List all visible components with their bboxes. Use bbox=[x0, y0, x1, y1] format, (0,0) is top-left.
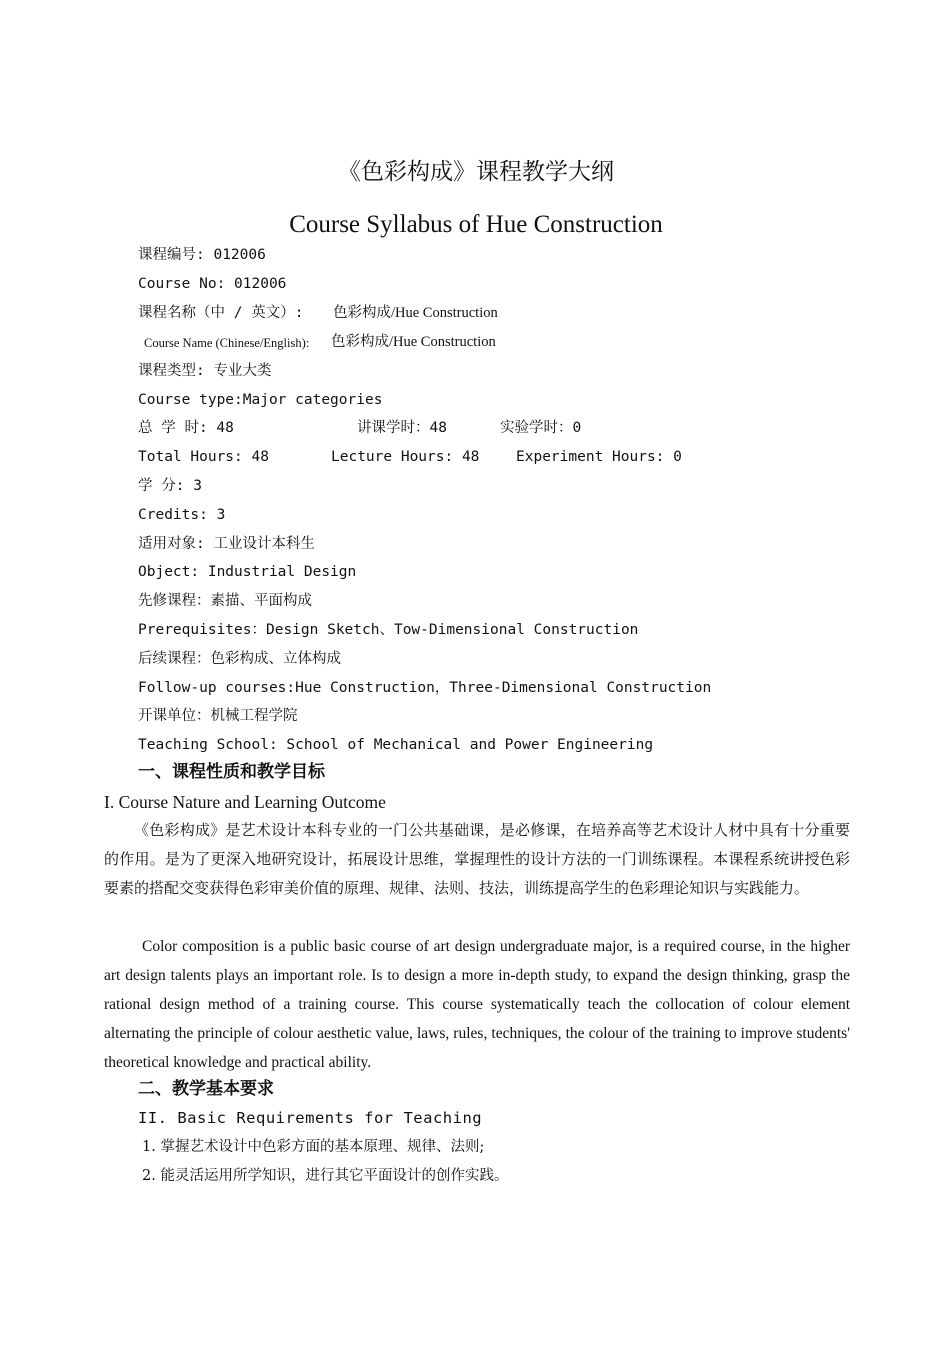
prerequisites-cn: 先修课程：素描、平面构成 bbox=[138, 593, 312, 609]
followup-cn: 后续课程：色彩构成、立体构成 bbox=[138, 651, 341, 667]
course-name-en-value: 色彩构成/Hue Construction bbox=[331, 334, 496, 350]
course-code-cn: 课程编号: 012006 bbox=[138, 247, 266, 263]
course-name-cn-label: 课程名称（中 / 英文）: bbox=[138, 305, 304, 321]
followup-en: Follow-up courses:Hue Construction，Three-Dimensional Construction bbox=[138, 680, 712, 696]
credits-cn: 学 分: 3 bbox=[138, 478, 202, 494]
school-en: Teaching School: School of Mechanical and Power Engineering bbox=[138, 737, 654, 753]
section1-heading-cn: 一、课程性质和教学目标 bbox=[138, 762, 325, 782]
course-type-en: Course type:Major categories bbox=[138, 392, 383, 408]
credits-en: Credits: 3 bbox=[138, 507, 226, 523]
document-title-en: Course Syllabus of Hue Construction bbox=[289, 211, 663, 238]
requirement-item-1: 1. 掌握艺术设计中色彩方面的基本原理、规律、法则; bbox=[142, 1139, 485, 1155]
course-type-cn: 课程类型: 专业大类 bbox=[138, 363, 272, 379]
experiment-hours-cn: 实验学时：0 bbox=[500, 420, 582, 436]
experiment-hours-en: Experiment Hours: 0 bbox=[516, 449, 682, 465]
course-name-en-label: Course Name (Chinese/English): bbox=[144, 336, 310, 350]
object-en: Object: Industrial Design bbox=[138, 564, 357, 580]
section1-heading-en: I. Course Nature and Learning Outcome bbox=[104, 792, 386, 812]
lecture-hours-cn: 讲课学时：48 bbox=[357, 420, 447, 436]
section2-heading-en: II. Basic Requirements for Teaching bbox=[138, 1109, 483, 1127]
prerequisites-en: Prerequisites：Design Sketch、Tow-Dimensional Construction bbox=[138, 622, 639, 638]
requirement-item-2: 2. 能灵活运用所学知识，进行其它平面设计的创作实践。 bbox=[142, 1168, 509, 1184]
section2-heading-cn: 二、教学基本要求 bbox=[138, 1079, 274, 1099]
course-code-en: Course No: 012006 bbox=[138, 276, 287, 292]
object-cn: 适用对象: 工业设计本科生 bbox=[138, 536, 315, 552]
section1-paragraph-en: Color composition is a public basic course of art design undergraduate major, is a required course, in the higher art design talents plays an important role. Is to design a more in-depth study, to expand the design thinking, grasp the rational design method of a training course. This course systematically teach the collocation of colour element alternating the principle of colour aesthetic value, laws, rules, techniques, the colour of the training to improve students' theoretical knowledge and practical ability. bbox=[104, 938, 850, 1071]
lecture-hours-en: Lecture Hours: 48 bbox=[331, 449, 480, 465]
section1-paragraph-cn: 《色彩构成》是艺术设计本科专业的一门公共基础课，是必修课，在培养高等艺术设计人材中具有十分重要的作用。是为了更深入地研究设计，拓展设计思维，掌握理性的设计方法的一门训练课程。本课程系统讲授色彩要素的搭配交变获得色彩审美价值的原理、规律、法则、技法，训练提高学生的色彩理论知识与实践能力。 bbox=[104, 821, 850, 897]
school-cn: 开课单位：机械工程学院 bbox=[138, 708, 298, 724]
document-title-cn: 《色彩构成》课程教学大纲 bbox=[338, 159, 614, 185]
total-hours-cn: 总 学 时: 48 bbox=[138, 420, 234, 436]
course-name-cn-value: 色彩构成/Hue Construction bbox=[333, 305, 498, 321]
total-hours-en: Total Hours: 48 bbox=[138, 449, 269, 465]
